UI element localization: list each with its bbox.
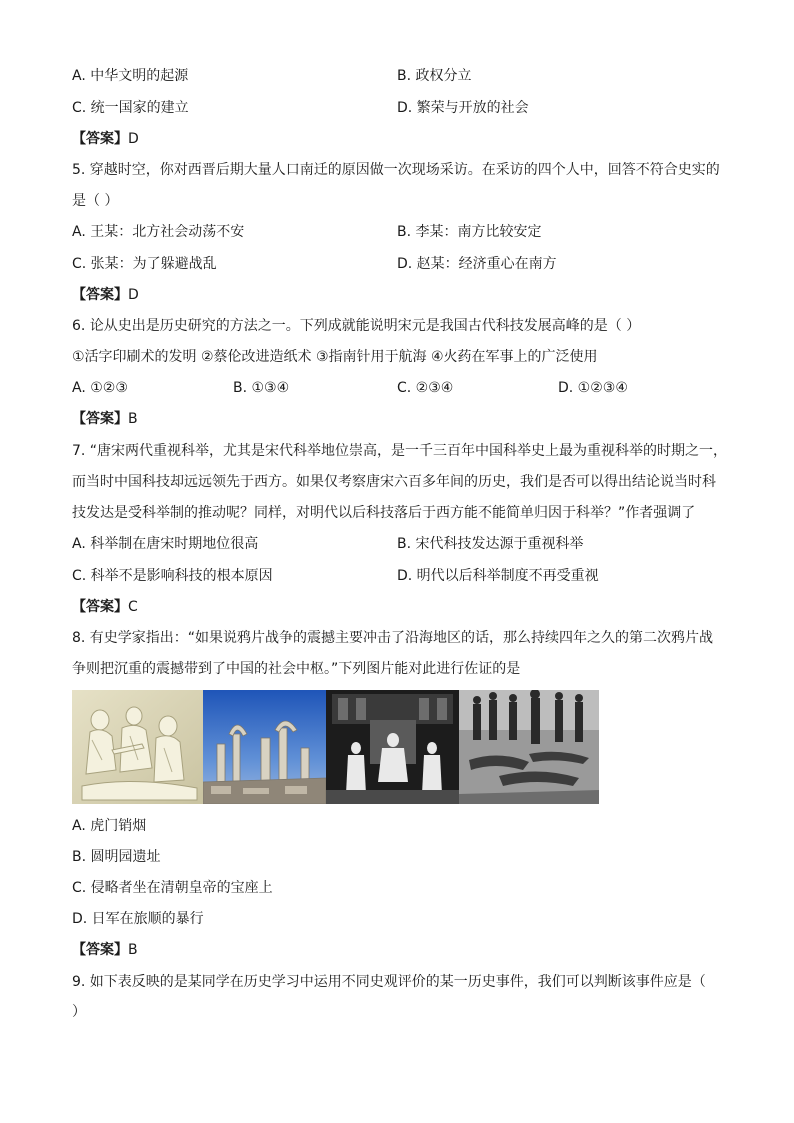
- q6-option-d: D. ①②③④: [558, 380, 628, 396]
- answer-value: B: [128, 411, 138, 427]
- q5-option-c: C. 张某：为了躲避战乱: [72, 256, 217, 272]
- q6-stem-line1: 6. 论从史出是历史研究的方法之一。下列成就能说明宋元是我国古代科技发展高峰的是（ ）: [72, 318, 641, 334]
- answer-value: D: [128, 287, 139, 303]
- q4-answer: [72, 129, 139, 149]
- q8-option-d: D. 日军在旅顺的暴行: [72, 911, 204, 927]
- q6-stem-line2: ①活字印刷术的发明 ②蔡伦改进造纸术 ③指南针用于航海 ④火药在军事上的广泛使用: [72, 349, 598, 365]
- q8-answer: [72, 940, 138, 960]
- q4-option-c: C. 统一国家的建立: [72, 100, 189, 116]
- answer-value: C: [128, 599, 138, 615]
- q6-option-b: B. ①③④: [233, 380, 290, 396]
- q9-stem-line2: ）: [72, 1004, 86, 1020]
- answer-label: 【答案】: [72, 411, 128, 427]
- q6-answer: [72, 409, 138, 429]
- photo-throne-room: [326, 690, 459, 804]
- answer-value: B: [128, 942, 138, 958]
- q7-option-a: A. 科举制在唐宋时期地位很高: [72, 536, 259, 552]
- answer-label: 【答案】: [72, 131, 128, 147]
- q5-answer: [72, 285, 139, 305]
- q9-stem-line1: 9. 如下表反映的是某同学在历史学习中运用不同史观评价的某一历史事件，我们可以判断该事件应是（: [72, 974, 706, 990]
- answer-label: 【答案】: [72, 599, 128, 615]
- q6-option-c: C. ②③④: [397, 380, 454, 396]
- q5-option-a: A. 王某：北方社会动荡不安: [72, 224, 245, 240]
- q8-stem-line2: 争则把沉重的震撼带到了中国的社会中枢。”下列图片能对此进行佐证的是: [72, 661, 521, 677]
- q5-option-b: B. 李某：南方比较安定: [397, 224, 542, 240]
- answer-value: D: [128, 131, 139, 147]
- q8-option-a: A. 虎门销烟: [72, 818, 147, 834]
- q8-option-b: B. 圆明园遗址: [72, 849, 161, 865]
- answer-label: 【答案】: [72, 942, 128, 958]
- answer-label: 【答案】: [72, 287, 128, 303]
- q7-stem-line2: 而当时中国科技却远远领先于西方。如果仅考察唐宋六百多年间的历史，我们是否可以得出结论说当时科: [72, 474, 716, 490]
- photo-yuanmingyuan-ruins: [203, 690, 326, 804]
- q7-answer: [72, 597, 138, 617]
- q7-stem-line1: 7. “唐宋两代重视科举，尤其是宋代科举地位崇高，是一千三百年中国科举史上最为重视科举的时期之一，: [72, 443, 728, 459]
- q4-option-b: B. 政权分立: [397, 68, 472, 84]
- q8-photo-strip: [72, 690, 599, 804]
- q7-stem-line3: 技发达是受科举制的推动呢？同样，对明代以后科技落后于西方能不能简单归因于科举？”作者强调了: [72, 505, 696, 521]
- q8-stem-line1: 8. 有史学家指出：“如果说鸦片战争的震撼主要冲击了沿海地区的话，那么持续四年之久的第二次鸦片战: [72, 630, 714, 646]
- q7-option-d: D. 明代以后科举制度不再受重视: [397, 568, 599, 584]
- q6-option-a: A. ①②③: [72, 380, 128, 396]
- q5-stem-line2: 是（ ）: [72, 193, 119, 209]
- q7-option-b: B. 宋代科技发达源于重视科举: [397, 536, 584, 552]
- q5-option-d: D. 赵某：经济重心在南方: [397, 256, 557, 272]
- photo-lushun-atrocity: [459, 690, 599, 804]
- q4-option-d: D. 繁荣与开放的社会: [397, 100, 529, 116]
- q5-stem-line1: 5. 穿越时空，你对西晋后期大量人口南迁的原因做一次现场采访。在采访的四个人中，回答不符合史实的: [72, 162, 720, 178]
- q4-option-a: A. 中华文明的起源: [72, 68, 189, 84]
- q7-option-c: C. 科举不是影响科技的根本原因: [72, 568, 273, 584]
- photo-relief-sculpture: [72, 690, 203, 804]
- q8-option-c: C. 侵略者坐在清朝皇帝的宝座上: [72, 880, 273, 896]
